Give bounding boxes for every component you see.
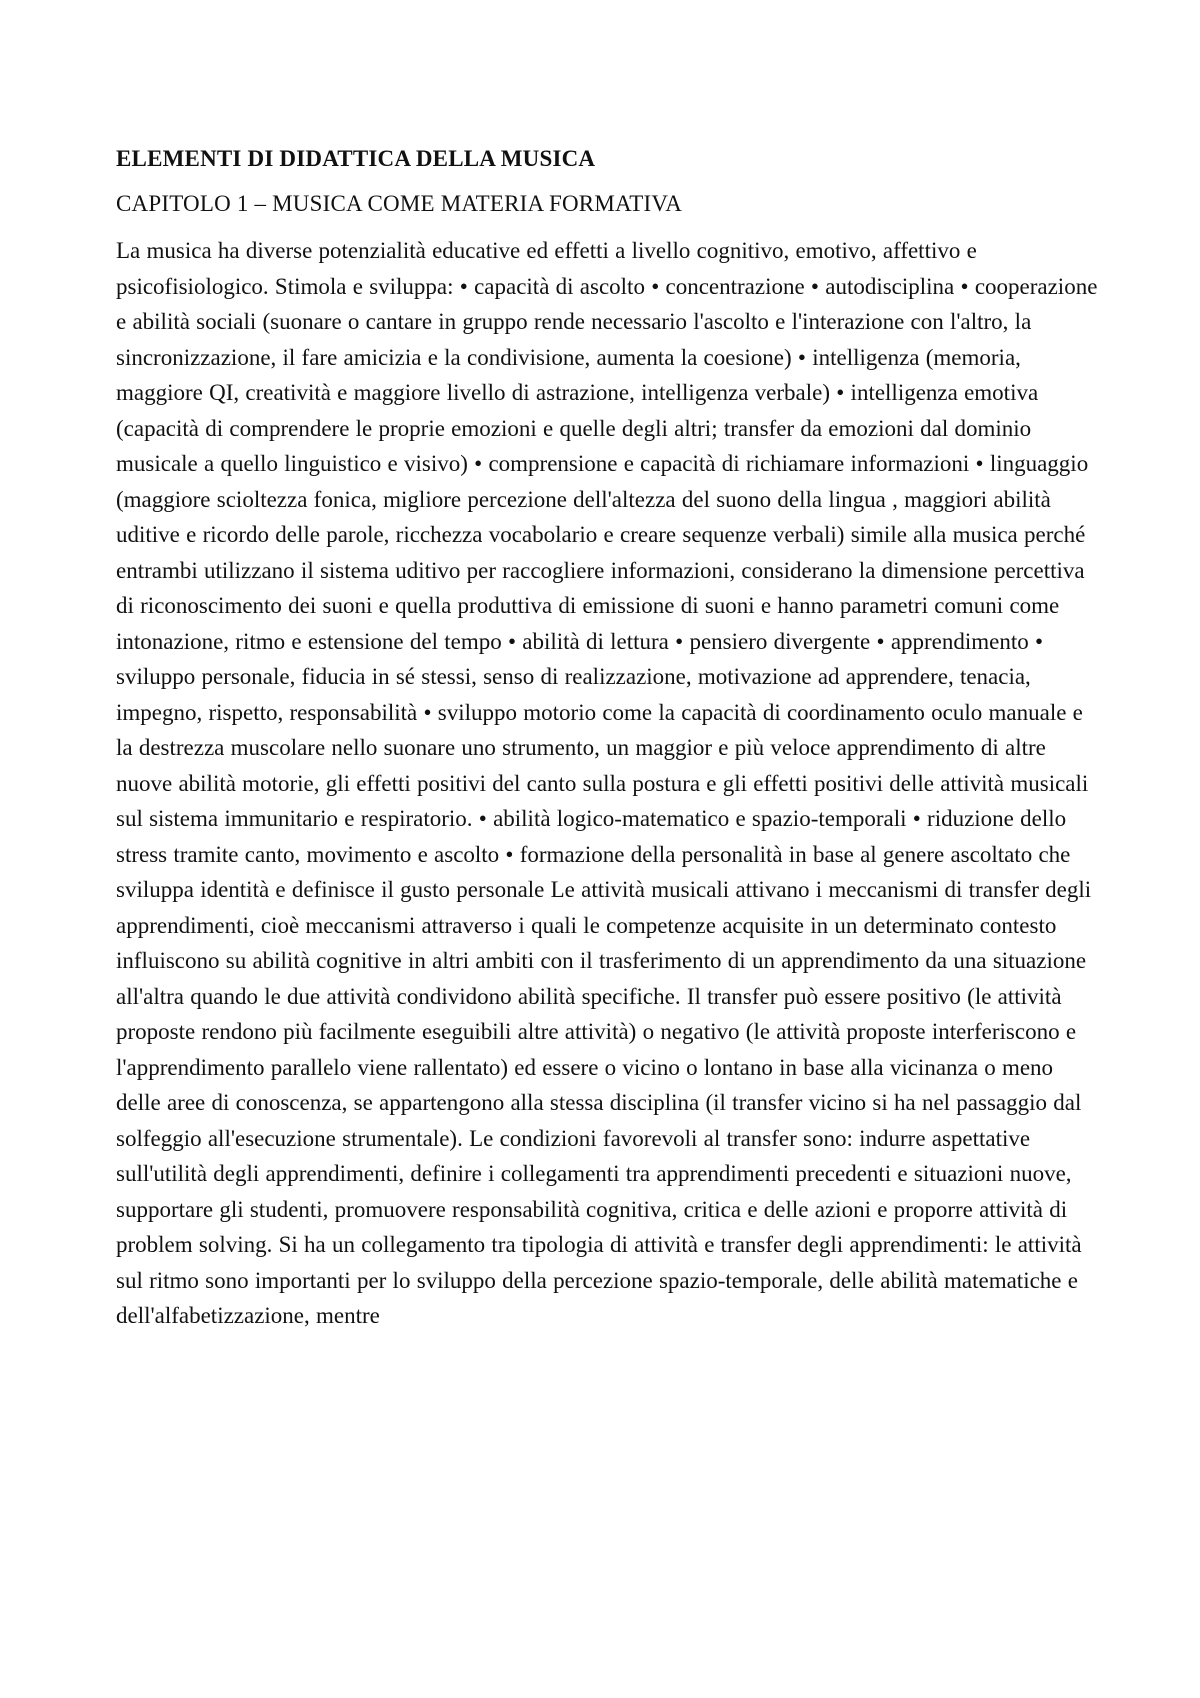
chapter-title: CAPITOLO 1 – MUSICA COME MATERIA FORMATIVA [116,191,683,216]
body-paragraph: La musica ha diverse potenzialità educative ed effetti a livello cognitivo, emotivo, affettivo e psicofisiologico. Stimola e sviluppa: • capacità di ascolto • concentrazione • autodisciplina • cooperazione e abilità sociali (suonare o cantare in gruppo rende necessario l'ascolto e l'interazione con l'altro, la sincronizzazione, il fare amicizia e la condivisione, aumenta la coesione) • intelligenza (memoria, maggiore QI, creatività e maggiore livello di astrazione, intelligenza verbale) • intelligenza emotiva (capacità di comprendere le proprie emozioni e quelle degli altri; transfer da emozioni dal dominio musicale a quello linguistico e visivo) • comprensione e capacità di richiamare informazioni • linguaggio (maggiore scioltezza fonica, migliore percezione dell'altezza del suono della lingua , maggiori abilità uditive e ricordo delle parole, ricchezza vocabolario e creare sequenze verbali) simile alla musica perché entrambi utilizzano il sistema uditivo per raccogliere informazioni, considerano la dimensione percettiva di riconoscimento dei suoni e quella produttiva di emissione di suoni e hanno parametri comuni come intonazione, ritmo e estensione del tempo • abilità di lettura • pensiero divergente • apprendimento • sviluppo personale, fiducia in sé stessi, senso di realizzazione, motivazione ad apprendere, tenacia, impegno, rispetto, responsabilità • sviluppo motorio come la capacità di coordinamento oculo manuale e la destrezza muscolare nello suonare uno strumento, un maggior e più veloce apprendimento di altre nuove abilità motorie, gli effetti positivi del canto sulla postura e gli effetti positivi delle attività musicali sul sistema immunitario e respiratorio. • abilità logico-matematico e spazio-temporali • riduzione dello stress tramite canto, movimento e ascolto • formazione della personalità in base al genere ascoltato che sviluppa identità e definisce il gusto personale Le attività musicali attivano i meccanismi di transfer degli apprendimenti, cioè meccanismi attraverso i quali le competenze acquisite in un determinato contesto influiscono su abilità cognitive in altri ambiti con il trasferimento di un apprendimento da una situazione all'altra quando le due attività condividono abilità specifiche. Il transfer può essere positivo (le attività proposte rendono più facilmente eseguibili altre attività) o negativo (le attività proposte interferiscono e l'apprendimento parallelo viene rallentato) ed essere o vicino o lontano in base alla vicinanza o meno delle aree di conoscenza, se appartengono alla stessa disciplina (il transfer vicino si ha nel passaggio dal solfeggio all'esecuzione strumentale). Le condizioni favorevoli al transfer sono: indurre aspettative sull'utilità degli apprendimenti, definire i collegamenti tra apprendimenti precedenti e situazioni nuove, supportare gli studenti, promuovere responsabilità cognitiva, critica e delle azioni e proporre attività di problem solving. Si ha un collegamento tra tipologia di attività e transfer degli apprendimenti: le attività sul ritmo sono importanti per lo sviluppo della percezione spazio-temporale, delle abilità matematiche e dell'alfabetizzazione, mentre [116,238,1098,1328]
document-title: ELEMENTI DI DIDATTICA DELLA MUSICA [116,146,596,171]
document-content [116,142,1098,1334]
